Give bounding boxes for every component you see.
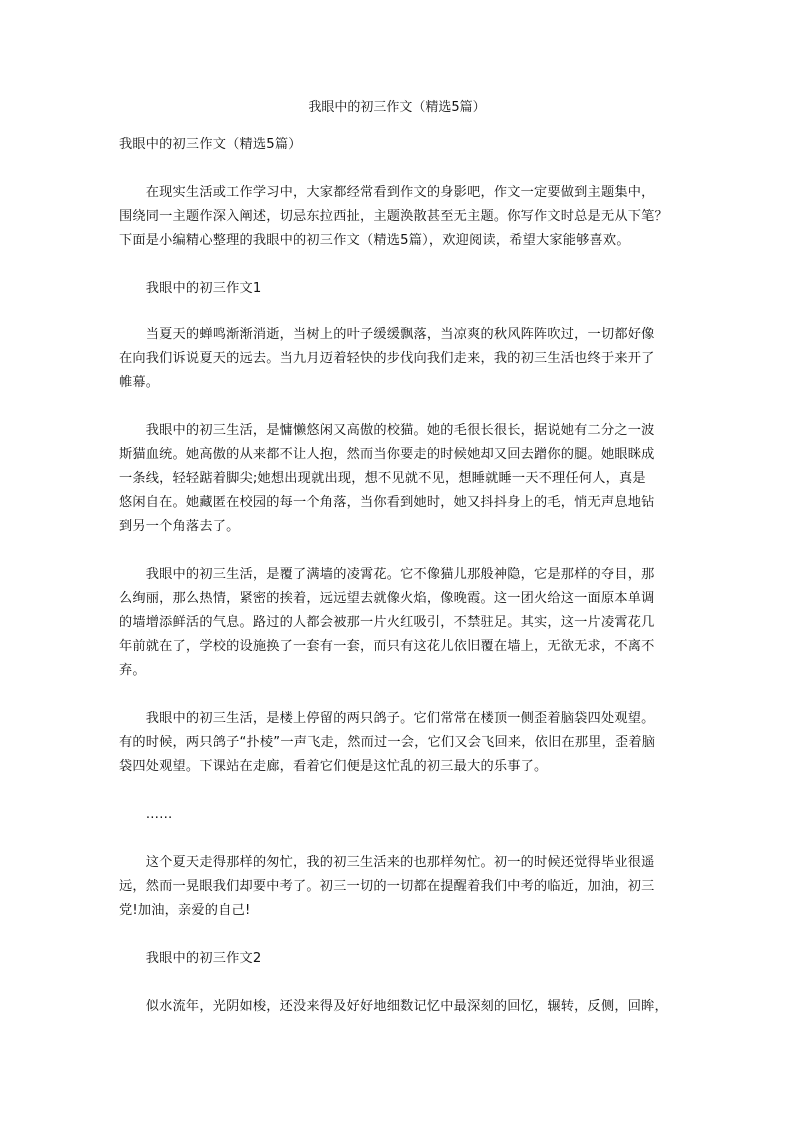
essay-2-heading: 我眼中的初三作文2 [119,951,262,966]
essay-2-paragraph-1 [119,995,682,1019]
paragraph-line: 党!加油，亲爱的自己! [119,903,251,918]
intro-paragraph [119,181,682,253]
essay-1-paragraph-5 [119,851,682,923]
essay-1-paragraph-1 [119,323,682,395]
paragraph-line: 远，然而一晃眼我们却要中考了。初三一切的一切都在提醒着我们中考的临近，加油，初三 [119,879,655,894]
document-header-title: 我眼中的初三作文（精选5篇） [308,100,486,115]
paragraph-line: 斯猫血统。她高傲的从来都不让人抱，然而当你要走的时候她却又回去蹭你的腿。她眼眯成 [119,447,655,462]
essay-1-heading: 我眼中的初三作文1 [119,281,262,296]
paragraph-line: 的墙增添鲜活的气息。路过的人都会被那一片火红吸引，不禁驻足。其实，这一片凌霄花几 [119,615,655,630]
paragraph-line: 当夏天的蝉鸣渐渐消逝，当树上的叶子缓缓飘落，当凉爽的秋风阵阵吹过，一切都好像 [119,327,655,342]
paragraph-line: 这个夏天走得那样的匆忙，我的初三生活来的也那样匆忙。初一的时候还觉得毕业很遥 [119,855,655,870]
paragraph-line: 帷幕。 [119,375,160,390]
essay-1-paragraph-4 [119,707,682,779]
paragraph-line: 围绕同一主题作深入阐述，切忌东拉西扯，主题涣散甚至无主题。你写作文时总是无从下笔？ [119,209,668,224]
paragraph-line: 我眼中的初三生活，是慵懒悠闲又高傲的校猫。她的毛很长很长，据说她有二分之一波 [119,423,655,438]
paragraph-line: 有的时候，两只鸽子“扑棱”一声飞走，然而过一会，它们又会飞回来，依旧在那里，歪着脑 [119,735,656,750]
paragraph-line: 年前就在了，学校的设施换了一套有一套，而只有这花儿依旧覆在墙上，无欲无求，不离不 [119,639,655,654]
paragraph-line: 一条线，轻轻踮着脚尖;她想出现就出现，想不见就不见，想睡就睡一天不理任何人，真是 [119,471,646,486]
paragraph-line: 弃。 [119,663,146,678]
paragraph-line: 在向我们诉说夏天的远去。当九月迈着轻快的步伐向我们走来，我的初三生活也终于来开了 [119,351,655,366]
paragraph-line: 似水流年，光阴如梭，还没来得及好好地细数记忆中最深刻的回忆，辗转，反侧，回眸， [119,999,668,1014]
paragraph-line: 悠闲自在。她藏匿在校园的每一个角落，当你看到她时，她又抖抖身上的毛，悄无声息地钻 [119,495,655,510]
ellipsis: …… [119,807,173,822]
paragraph-line: 我眼中的初三生活，是楼上停留的两只鸽子。它们常常在楼顶一侧歪着脑袋四处观望。 [119,711,655,726]
paragraph-line: 袋四处观望。下课站在走廊，看着它们便是这忙乱的初三最大的乐事了。 [119,759,548,774]
document-subtitle: 我眼中的初三作文（精选5篇） [119,137,302,152]
paragraph-line: 下面是小编精心整理的我眼中的初三作文（精选5篇），欢迎阅读，希望大家能够喜欢。 [119,233,630,248]
essay-1-paragraph-2 [119,419,682,539]
paragraph-line: 我眼中的初三生活，是覆了满墙的凌霄花。它不像猫儿那般神隐，它是那样的夺目，那 [119,567,655,582]
paragraph-line: 在现实生活或工作学习中，大家都经常看到作文的身影吧，作文一定要做到主题集中， [119,185,655,200]
paragraph-line: 到另一个角落去了。 [119,519,240,534]
essay-1-paragraph-3 [119,563,682,683]
paragraph-line: 么绚丽，那么热情，紧密的挨着，远远望去就像火焰，像晚霞。这一团火给这一面原本单调 [119,591,655,606]
